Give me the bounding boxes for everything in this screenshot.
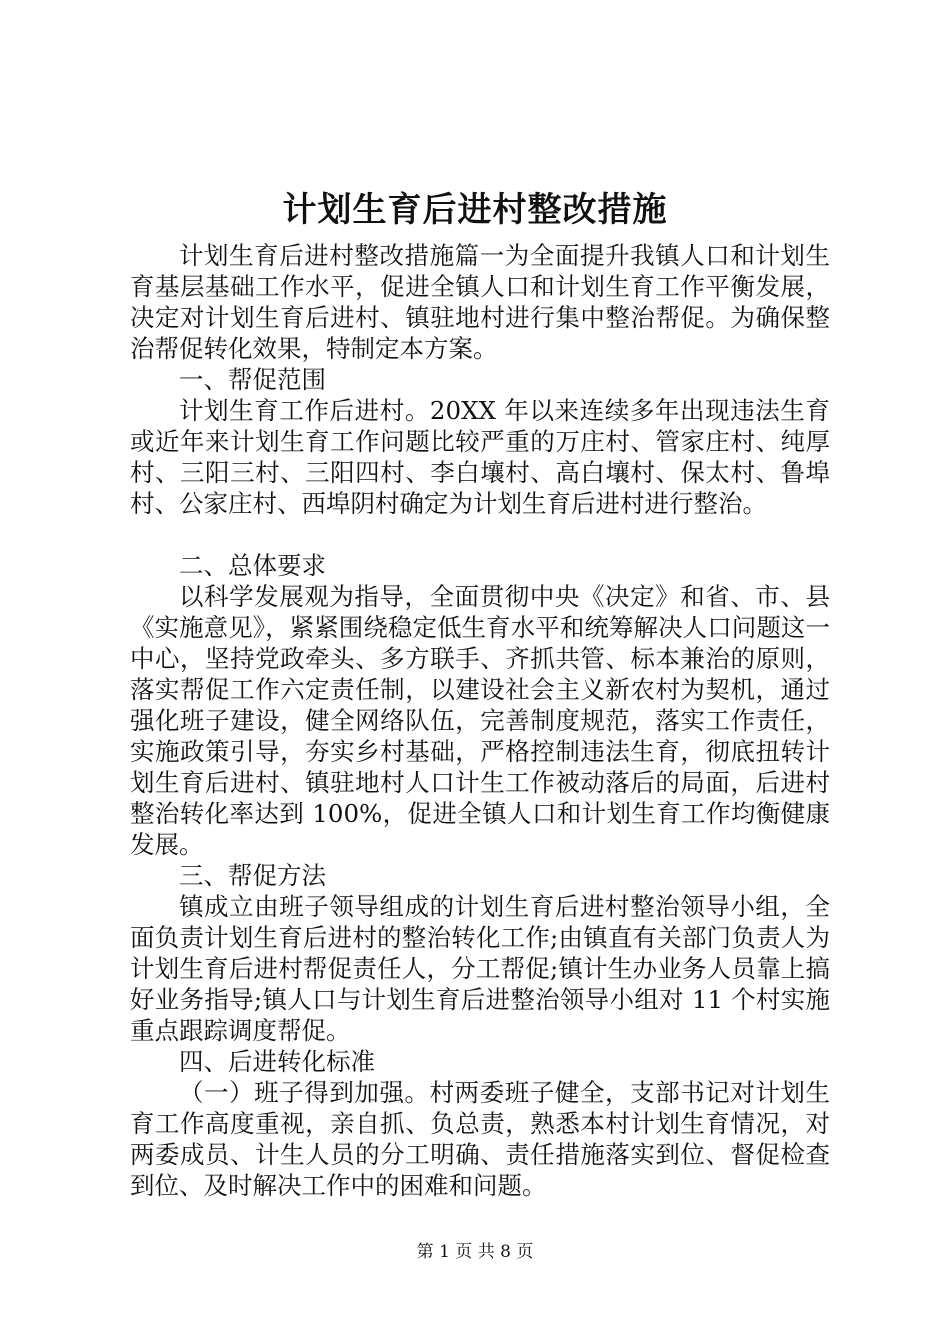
- section-heading-requirements: 二、总体要求: [179, 551, 326, 580]
- page-number: 第 1 页 共 8 页: [416, 1242, 534, 1262]
- paragraph-methods: 镇成立由班子领导组成的计划生育后进村整治领导小组，全面负责计划生育后进村的整治转化工作;由镇直有关部门负责人为计划生育后进村帮促责任人，分工帮促;镇计生办业务人员靠上搞好业务指导;镇人口与计划生育后进整治领导小组对 11 个村实施重点跟踪调度帮促。: [130, 892, 830, 1045]
- paragraph-intro: 计划生育后进村整改措施篇一为全面提升我镇人口和计划生育基层基础工作水平，促进全镇人口和计划生育工作平衡发展，决定对计划生育后进村、镇驻地村进行集中整治帮促。为确保整治帮促转化效果，特制定本方案。: [130, 241, 830, 363]
- section-heading-scope: 一、帮促范围: [179, 365, 326, 394]
- paragraph-gap: [130, 519, 830, 550]
- section-heading-methods: 三、帮促方法: [179, 861, 326, 890]
- document-title: 计划生育后进村整改措施: [282, 190, 668, 230]
- paragraph-standards-1: （一）班子得到加强。村两委班子健全，支部书记对计划生育工作高度重视，亲自抓、负总责，熟悉本村计划生育情况，对两委成员、计生人员的分工明确、责任措施落实到位、督促检查到位、及时解决工作中的困难和问题。: [130, 1078, 830, 1200]
- section-heading-standards: 四、后进转化标准: [179, 1047, 375, 1076]
- paragraph-requirements: 以科学发展观为指导，全面贯彻中央《决定》和省、市、县《实施意见》，紧紧围绕稳定低生育水平和统筹解决人口问题这一中心，坚持党政牵头、多方联手、齐抓共管、标本兼治的原则，落实帮促工作六定责任制，以建设社会主义新农村为契机，通过强化班子建设，健全网络队伍，完善制度规范，落实工作责任，实施政策引导，夯实乡村基础，严格控制违法生育，彻底扭转计划生育后进村、镇驻地村人口计生工作被动落后的局面，后进村整治转化率达到 100%，促进全镇人口和计划生育工作均衡健康发展。: [130, 582, 830, 859]
- document-body: [130, 240, 830, 1201]
- paragraph-scope: 计划生育工作后进村。20XX 年以来连续多年出现违法生育或近年来计划生育工作问题比较严重的万庄村、管家庄村、纯厚村、三阳三村、三阳四村、李白壤村、高白壤村、保太村、鲁埠村、公家庄村、西埠阴村确定为计划生育后进村进行整治。: [130, 396, 830, 518]
